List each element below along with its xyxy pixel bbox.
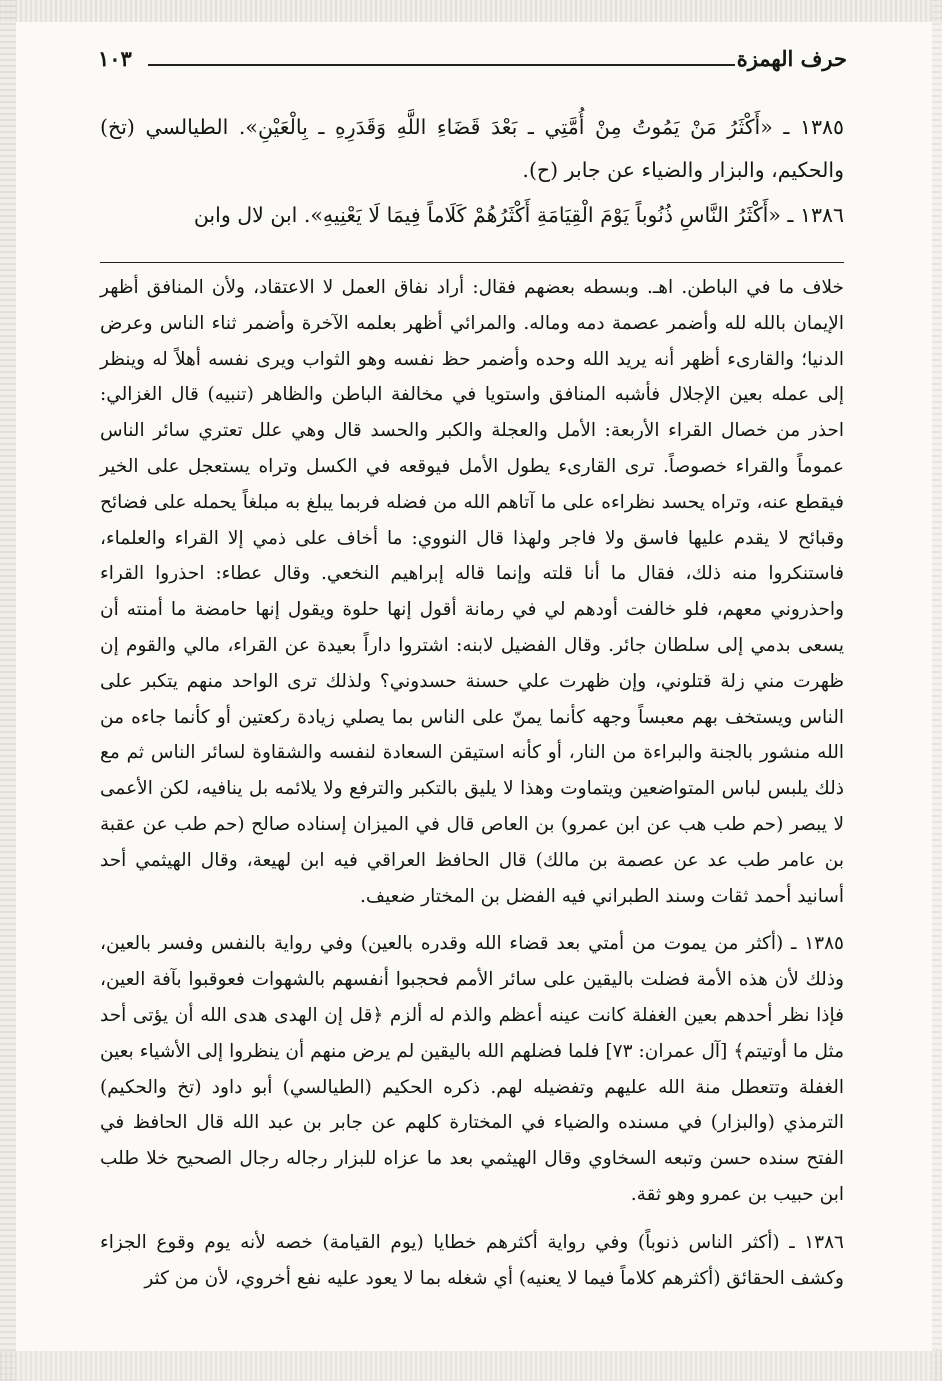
chapter-title: حرف الهمزة (736, 46, 847, 71)
page-number: ١٠٣ (98, 46, 132, 71)
commentary-1386: ١٣٨٦ ـ (أكثر الناس ذنوباً) وفي رواية أكثرهم خطايا (يوم القيامة) خصه لأنه يوم وقوع الجزاء وكشف الحقائق (أكثرهم كلاماً فيما لا يعنيه) أي شغله بما لا يعود عليه نفع أخروي، لأن من كثر (100, 1231, 844, 1289)
hadith-1386: ١٣٨٦ ـ «أَكْثَرُ النَّاسِ ذُنُوباً يَوْمَ الْقِيَامَةِ أَكْثَرُهُمْ كَلَاماً فِيمَا لَا يَعْنِيهِ». ابن لال وابن (193, 203, 844, 227)
footnote-separator (100, 262, 844, 263)
commentary-paragraph: خلاف ما في الباطن. اهـ. وبسطه بعضهم فقال: أراد نفاق العمل لا الاعتقاد، ولأن المنافق أظهر الإيمان بالله لله وأضمر عصمة دمه وماله. والمرائي أظهر بعلمه الآخرة وأضمر ثناء الناس وعرض الدنيا؛ والقارىء أظهر أنه يريد الله وحده وأضمر حظ نفسه وهو الثواب ويرى نفسه أهلاً له وينظر إلى عمله بعين الإجلال فأشبه المنافق واستويا في مخالفة الباطن والظاهر (تنبيه) قال الغزالي: احذر من خصال القراء الأربعة: الأمل والعجلة والكبر والحسد قال وهي علل تعتري سائر الناس عموماً والقراء خصوصاً. ترى القارىء يطول الأمل فيوقعه في الكسل وتراه يستعجل على الخير فيقطع عنه، وتراه يحسد نظراءه على ما آتاهم الله من فضله فربما يبلغ به مبلغاً يحمله على فضائح وقبائح لا يقدم عليها فاسق ولا فاجر ولهذا قال النووي: ما أخاف على ذمي إلا القراء والعلماء، فاستنكروا منه ذلك، فقال ما أنا قلته وإنما قاله إبراهيم النخعي. وقال عطاء: احذروا القراء واحذروني معهم، فلو خالفت أودهم لي في رمانة أقول إنها حلوة ويقول إنها حامضة ما أمنته أن يسعى بدمي إلى سلطان جائر. وقال الفضيل لابنه: اشتروا داراً بعيدة عن القراء، مالي والقوم إن ظهرت مني زلة قتلوني، وإن ظهرت علي حسنة حسدوني؟ ولذلك ترى الواحد منهم يتكبر على الناس ويستخف بهم معبساً وجهه كأنما يمنّ على الناس بما يصلي زيادة ركعتين أو كأنما جاءه من الله منشور بالجنة والبراءة من النار، أو كأنه استيقن السعادة لنفسه والشقاوة لسائر الناس ثم مع ذلك يلبس لباس المتواضعين ويتماوت وهذا لا يليق بالتكبر والترفع ولا يلائمه بل ينافيه، لكن الأعمى لا يبصر (حم طب هب عن ابن عمرو) بن العاص قال في الميزان إسناده صالح (حم طب عن عقبة بن عامر طب عد عن عصمة بن مالك) قال الحافظ العراقي فيه ابن لهيعة، وقال الهيثمي أحد أسانيد أحمد ثقات وسند الطبراني فيه الفضل بن المختار ضعيف. (100, 277, 844, 907)
hadith-text-block (100, 106, 844, 237)
scan-edge-right (932, 0, 942, 1381)
scan-edge-top (0, 0, 942, 22)
hadith-1385: ١٣٨٥ ـ «أَكْثَرُ مَنْ يَمُوتُ مِنْ أُمَّتِي ـ بَعْدَ قَضَاءِ اللَّهِ وَقَدَرِهِ ـ بِالْعَيْنِ». الطيالسي (تخ) والحكيم، والبزار والضياء عن جابر (ح). (100, 115, 844, 182)
scan-edge-left (0, 0, 16, 1381)
commentary-block (100, 270, 844, 1296)
commentary-1385: ١٣٨٥ ـ (أكثر من يموت من أمتي بعد قضاء الله وقدره بالعين) وفي رواية بالنفس وفسر بالعين، وذلك لأن هذه الأمة فضلت باليقين على سائر الأمم فحجبوا أنفسهم بالشهوات فعوقبوا بآفة العين، فإذا نظر أحدهم بعين الغفلة كانت عينه أعظم والذم له ألزم ﴿قل إن الهدى هدى الله أن يؤتى أحد مثل ما أوتيتم﴾ [آل عمران: ٧٣] فلما فضلهم الله باليقين لم يرض منهم أن ينظروا إلى الأشياء بعين الغفلة وتتعطل منة الله عليهم وتفضيله لهم. ذكره الحكيم (الطيالسي) أبو داود (تخ والحكيم) الترمذي (والبزار) في مسنده والضياء في المختارة كلهم عن جابر بن عبد الله قال الحافظ في الفتح سنده حسن وتبعه السخاوي وقال الهيثمي بعد ما عزاه للبزار رجاله رجال الصحيح خلا طلب ابن حبيب بن عمرو وهو ثقة. (100, 933, 844, 1205)
scan-edge-bottom (0, 1351, 942, 1381)
header-rule (148, 64, 735, 66)
running-header (98, 46, 847, 76)
